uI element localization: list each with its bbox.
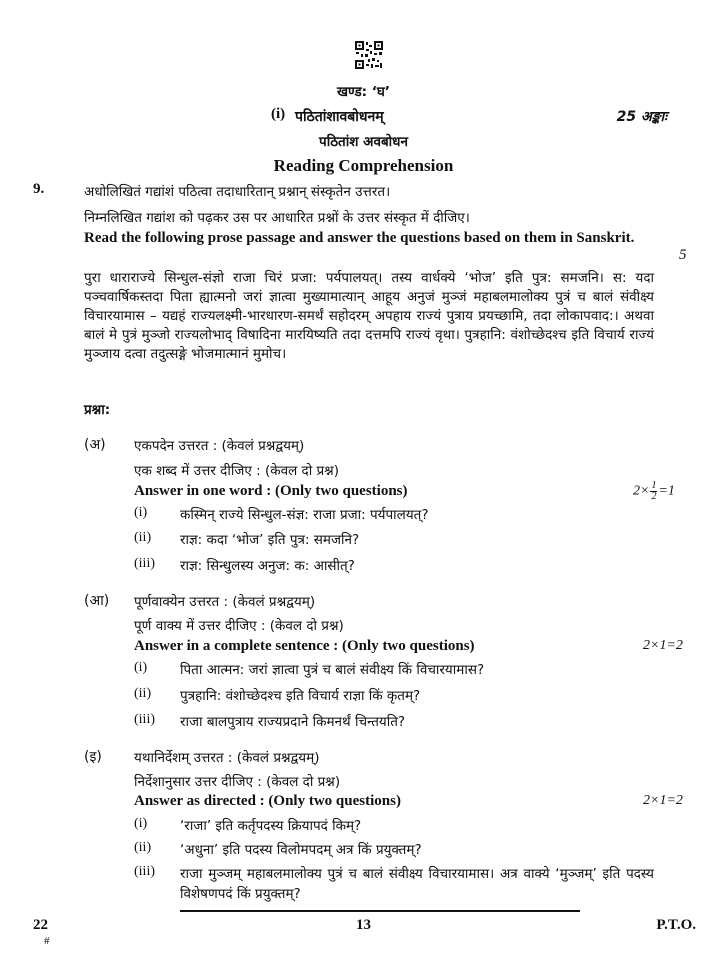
question-marks: 5 (679, 247, 687, 263)
part-a-item-2-text: राज्ञ: कदा ‘भोज’ इति पुत्र: समजनि? (180, 532, 360, 548)
part-aa-item-3-text: राजा बालपुत्राय राज्यप्रदाने किमनर्थं चिन्तयति? (180, 714, 406, 730)
part-i-item-2-num: (ii) (134, 840, 152, 855)
part-aa-marks: 2×1=2 (643, 638, 683, 653)
pto-label: P.T.O. (656, 917, 696, 933)
subtitle-english: Reading Comprehension (273, 156, 454, 175)
part-aa-item-2-text: पुत्रहानि: वंशोच्छेदश्च इति विचार्य राज्ञा किं कृतम्? (180, 688, 421, 704)
part-a-item-1-num: (i) (134, 505, 148, 520)
part-a-instr-english: Answer in one word : (Only two questions) (134, 483, 408, 499)
section-title: पठितांशावबोधनम् (295, 109, 384, 125)
part-a-label: (अ) (84, 437, 106, 453)
part-aa-item-3-num: (iii) (134, 712, 155, 727)
qr-code-icon (354, 40, 384, 70)
page-number: 13 (356, 917, 371, 933)
part-aa-item-2-num: (ii) (134, 686, 152, 701)
part-aa-item-1-text: पिता आत्मन: जरां ज्ञात्वा पुत्रं च बालं संवीक्ष्य किं विचारयामास? (180, 662, 485, 678)
part-a-item-1-text: कस्मिन् राज्ये सिन्धुल-संज्ञ: राजा प्रजा: पर्यपालयत्? (180, 507, 429, 523)
part-aa-instr-sanskrit: पूर्णवाक्येन उत्तरत : (केवलं प्रश्नद्वयम्) (134, 594, 316, 610)
part-i-item-2-text: ‘अधुना’ इति पदस्य विलोमपदम् अत्र किं प्रयुक्तम्? (180, 842, 422, 858)
part-a-item-3-num: (iii) (134, 556, 155, 571)
subtitle-hindi: पठितांश अवबोधन (319, 134, 408, 150)
part-i-item-1-num: (i) (134, 816, 148, 831)
section-number: (i) (271, 106, 286, 122)
part-i-item-3-num: (iii) (134, 864, 155, 879)
prashna-label: प्रश्ना: (84, 402, 111, 418)
khand-label: खण्ड: ‘घ’ (336, 84, 390, 100)
part-aa-label: (आ) (84, 593, 110, 609)
part-i-marks: 2×1=2 (643, 793, 683, 808)
part-a-instr-hindi: एक शब्द में उत्तर दीजिए : (केवल दो प्रश्न) (134, 463, 339, 479)
part-i-instr-hindi: निर्देशानुसार उत्तर दीजिए : (केवल दो प्रश्न) (134, 774, 341, 790)
part-aa-instr-hindi: पूर्ण वाक्य में उत्तर दीजिए : (केवल दो प्रश्न) (134, 618, 344, 634)
footer-hash: # (44, 935, 50, 947)
part-i-instr-english: Answer as directed : (Only two questions) (134, 793, 401, 809)
footer-rule (180, 910, 580, 912)
part-i-item-1-text: ‘राजा’ इति कर्तृपदस्य क्रियापदं किम्? (180, 818, 362, 834)
part-aa-instr-english: Answer in a complete sentence : (Only two questions) (134, 638, 475, 654)
part-i-item-3-text: राजा मुञ्जम् महाबलमालोक्य पुत्रं च बालं संवीक्ष्य विचारयामास। अत्र वाक्ये ‘मुञ्जम्’ इति पदस्य विशेषणपदं किं प्रयुक्तम्? (180, 866, 654, 902)
part-a-item-2-num: (ii) (134, 530, 152, 545)
part-aa-item-1-num: (i) (134, 660, 148, 675)
section-marks: 25 अङ्काः (616, 109, 667, 125)
part-a-marks: 2× $\frac{1}{2}$ =1 (633, 480, 675, 502)
instruction-sanskrit: अधोलिखितं गद्यांशं पठित्वा तदाधारितान् प्रश्नान् संस्कृतेन उत्तरत। (84, 184, 391, 200)
footer-code: 22 (33, 917, 48, 933)
instruction-hindi: निम्नलिखित गद्यांश को पढ़कर उस पर आधारित प्रश्नों के उत्तर संस्कृत में दीजिए। (84, 210, 470, 226)
part-a-item-3-text: राज्ञ: सिन्धुलस्य अनुज: क: आसीत्? (180, 558, 355, 574)
part-a-instr-sanskrit: एकपदेन उत्तरत : (केवलं प्रश्नद्वयम्) (134, 438, 305, 454)
part-i-label: (इ) (84, 749, 102, 765)
part-i-instr-sanskrit: यथानिर्देशम् उत्तरत : (केवलं प्रश्नद्वयम्) (134, 750, 320, 766)
question-number: 9. (33, 181, 45, 197)
instruction-english: Read the following prose passage and answer the questions based on them in Sanskrit. (84, 230, 635, 246)
passage: पुरा धाराराज्ये सिन्धुल-संज्ञो राजा चिरं प्रजा: पर्यपालयत्। तस्य वार्धक्ये ‘भोज’ इति पुत्र: समजनि। स: यदा पञ्चवार्षिकस्तदा पिता ह्यात्मनो जरां ज्ञात्वा मुख्यामात्यान् आहूय अनुजं मुञ्जं महाबलमालोक्य पुत्रं च बालं संवीक्ष्य विचारयामास – यद्यहं राज्यलक्ष्मी-भारधारण-समर्थं सहोदरम् अपहाय राज्यं पुत्राय प्रयच्छामि, तदा लोकापवाद:। अथवा बालं मे पुत्रं मुञ्जो राज्यलोभाद् विषादिना मारयिष्यति तदा दत्तमपि राज्यं वृथा। पुत्रहानि: वंशोच्छेदश्च इति विचार्य राज्यं मुञ्जाय दत्वा तदुत्सङ्गे भोजमात्मानं मुमोच। (84, 270, 654, 362)
